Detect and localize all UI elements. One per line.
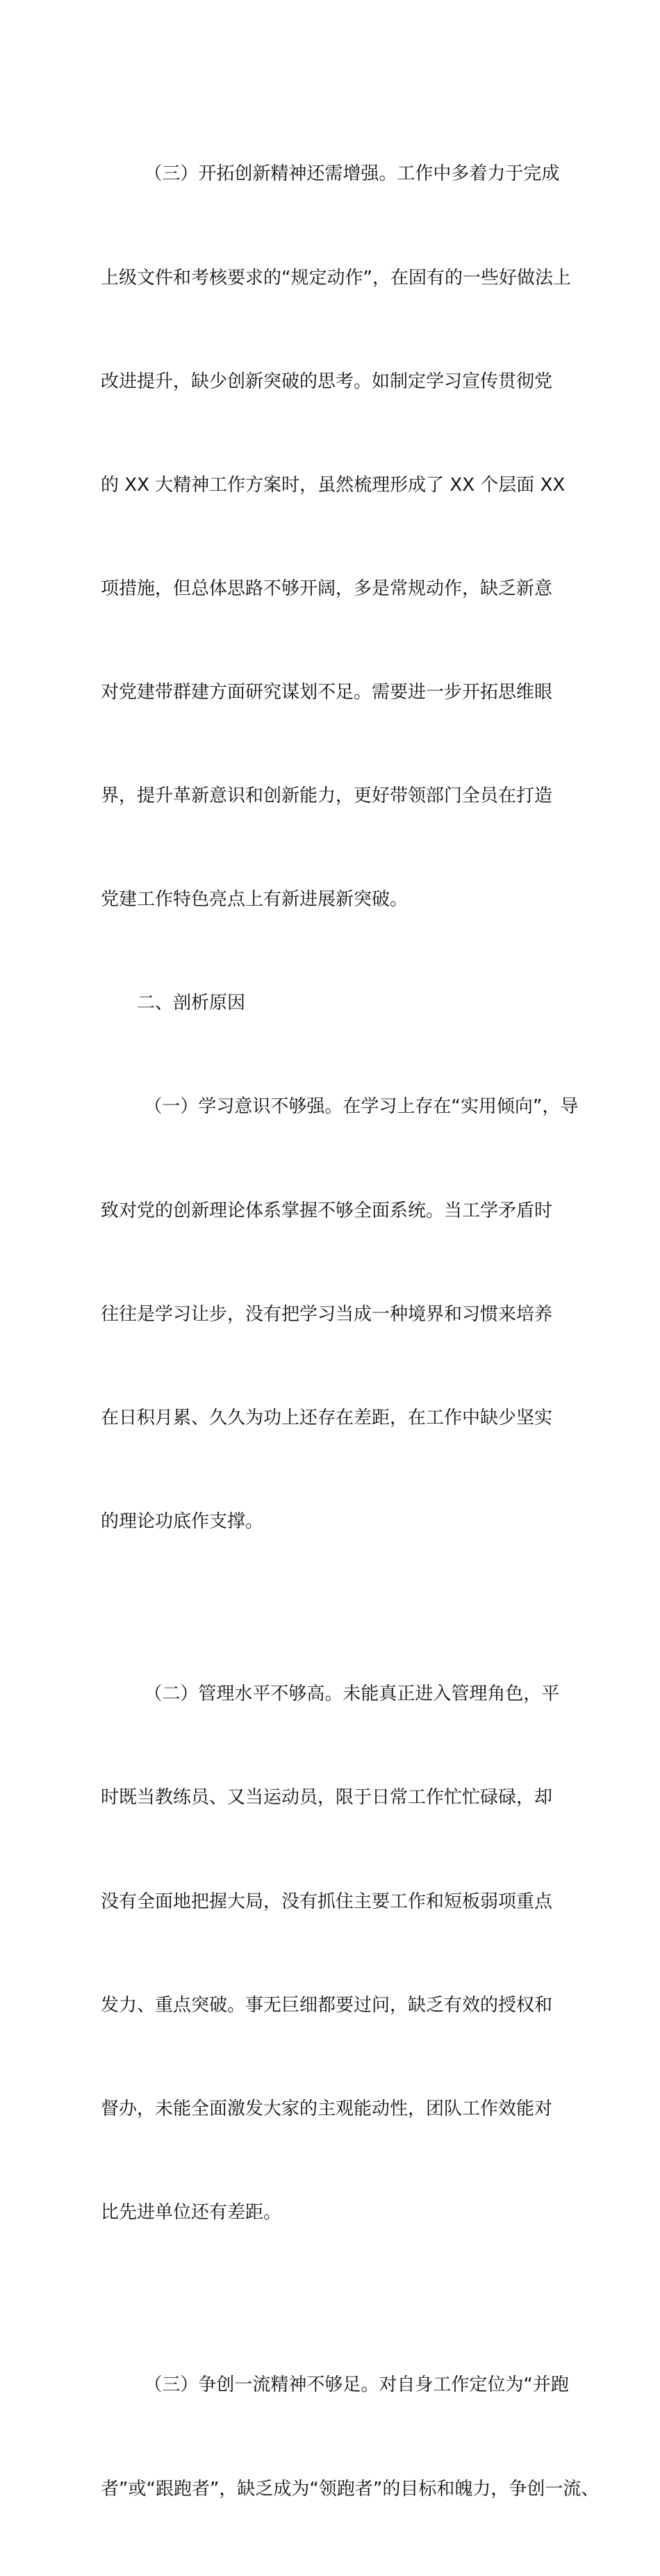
text-line: 发力、重点突破。事无巨细都要过问，缺乏有效的授权和 [101, 1994, 553, 2016]
text-line: 往往是学习让步，没有把学习当成一种境界和习惯来培养 [101, 1303, 553, 1325]
text-line: 督办，未能全面激发大家的主观能动性，团队工作效能对 [101, 2098, 553, 2119]
text-line: （三）开拓创新精神还需增强。工作中多着力于完成 [144, 163, 560, 185]
text-line: 的 XX 大精神工作方案时，虽然梳理形成了 XX 个层面 XX [101, 474, 566, 496]
paragraph-first-class-spirit [101, 2299, 600, 2576]
section-heading: 二、剖析原因 [137, 993, 246, 1014]
paragraph-management-level [101, 1608, 561, 2299]
paragraph-learning-awareness [101, 1021, 579, 1608]
text-line: 党建工作特色亮点上有新进展新突破。 [101, 889, 409, 911]
text-line: 界，提升革新意识和创新能力，更好带领部门全员在打造 [101, 785, 553, 807]
text-line: 者”或“跟跑者”，缺乏成为“领跑者”的目标和魄力，争创一流、 [101, 2478, 600, 2500]
text-line: 项措施，但总体思路不够开阔，多是常规动作，缺乏新意 [101, 578, 553, 599]
text-line: （二）管理水平不够高。未能真正进入管理角色，平 [144, 1684, 560, 1705]
paragraph-innovation-spirit [101, 88, 571, 986]
text-line: （三）争创一流精神不够足。对自身工作定位为“并跑 [144, 2374, 569, 2396]
text-line: 在日积月累、久久为功上还存在差距，在工作中缺少坚实 [101, 1407, 553, 1428]
text-line: 致对党的创新理论体系掌握不够全面系统。当工学矛盾时 [101, 1200, 553, 1221]
text-line: 改进提升，缺少创新突破的思考。如制定学习宣传贯彻党 [101, 370, 553, 392]
text-line: 时既当教练员、又当运动员，限于日常工作忙忙碌碌，却 [101, 1787, 553, 1809]
text-line: 比先进单位还有差距。 [101, 2201, 282, 2223]
text-line: 的理论功底作支撑。 [101, 1510, 264, 1532]
text-line: 没有全面地把握大局，没有抓住主要工作和短板弱项重点 [101, 1891, 553, 1912]
document-body [101, 88, 600, 2576]
text-line: 上级文件和考核要求的“规定动作”，在固有的一些好做法上 [101, 267, 571, 288]
text-line: （一）学习意识不够强。在学习上存在“实用倾向”，导 [144, 1096, 579, 1118]
text-line: 对党建带群建方面研究谋划不足。需要进一步开拓思维眼 [101, 681, 553, 703]
